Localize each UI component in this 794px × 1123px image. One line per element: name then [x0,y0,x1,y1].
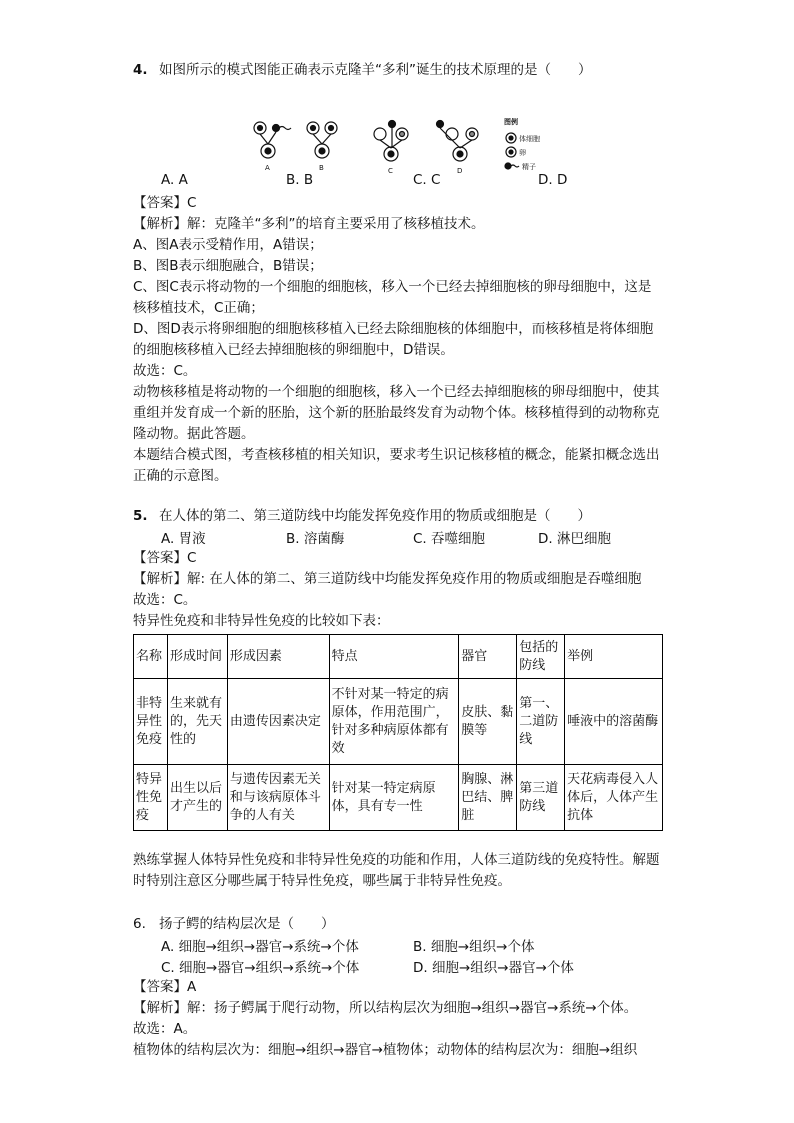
table-cell: 不针对某一特定的病原体，作用范围广，针对多种病原体都有效 [329,679,459,765]
option-b: B. B [286,172,314,188]
table-row [134,765,663,831]
cloning-diagram-figure [240,114,560,178]
question-number: 4. [133,62,148,78]
option-list [133,527,663,548]
question-number: 5. [133,508,148,524]
figure-label-a: A [265,164,270,172]
analysis-line: 故选：C。 [133,363,197,379]
table-cell: 第三道防线 [517,765,565,831]
legend-item-somatic: 体细胞 [519,135,540,143]
analysis-line: 动物核移植是将动物的一个细胞的细胞核，移入一个已经去掉细胞核的卵母细胞中，使其重组并发育成一个新的胚胎，这个新的胚胎最终发育为动物个体。核移植得到的动物称克隆动物。据此答题。 [133,384,660,442]
figure-label-c: C [388,167,393,175]
option-list [133,172,663,193]
table-cell: 胸腺、淋巴结、脾脏 [459,765,517,831]
table-header: 形成因素 [227,635,329,679]
question-stem: 在人体的第二、第三道防线中均能发挥免疫作用的物质或细胞是（ ） [159,508,591,524]
question-number: 6. [133,916,146,932]
option-a: A. 细胞→组织→器官→系统→个体 [161,939,359,955]
analysis-line: 植物体的结构层次为：细胞→组织→器官→植物体；动物体的结构层次为：细胞→组织 [133,1042,638,1058]
analysis-line: 本题结合模式图，考查核移植的相关知识，要求考生识记核移植的概念，能紧扣概念选出正确的示意图。 [133,447,660,484]
table-cell: 出生以后才产生的 [167,765,227,831]
option-c: C. 吞噬细胞 [413,531,486,547]
question-4 [133,60,663,81]
answer-value: C [187,550,197,566]
figure-label-d: D [457,167,463,175]
summary-text: 熟练掌握人体特异性免疫和非特异性免疫的功能和作用，人体三道防线的免疫特性。解题时特别注意区分哪些属于特异性免疫，哪些属于非特异性免疫。 [133,852,660,889]
analysis-block: 【解析】解: 在人体的第二、第三道防线中均能发挥免疫作用的物质或细胞是吞噬细胞 [133,571,642,587]
table-header: 器官 [459,635,517,679]
option-a: A. A [161,172,188,188]
table-header: 举例 [565,635,663,679]
option-list [133,935,663,956]
analysis-block: 【解析】解：扬子鳄属于爬行动物，所以结构层次为细胞→组织→器官→系统→个体。 [133,1000,638,1016]
table-cell: 特异性免疫 [134,765,168,831]
option-b: B. 溶菌酶 [286,531,345,547]
option-d: D. D [538,172,568,188]
option-d: D. 细胞→组织→器官→个体 [413,960,574,976]
option-d: D. 淋巴细胞 [538,531,611,547]
table-cell: 与遗传因素无关和与该病原体斗争的人有关 [227,765,329,831]
question-5-summary [133,850,663,892]
table-cell: 由遗传因素决定 [227,679,329,765]
analysis-line: B、图B表示细胞融合，B错误； [133,258,323,274]
table-cell: 生来就有的，先天性的 [167,679,227,765]
figure-label-b: B [319,164,324,172]
answer-line: 【答案】C [133,550,197,566]
question-4-body [133,172,663,487]
legend-title: 图例 [504,118,518,126]
table-header-row [134,635,663,679]
analysis-line: 故选：A。 [133,1021,197,1037]
option-c: C. 细胞→器官→组织→系统→个体 [161,960,360,976]
answer-value: C [187,195,197,211]
table-header: 名称 [134,635,168,679]
analysis-line: 故选：C。 [133,592,197,608]
table-header: 包括的防线 [517,635,565,679]
analysis-line: D、图D表示将卵细胞的细胞核移植入已经去除细胞核的体细胞中，而核移植是将体细胞的细胞核移植入已经去掉细胞核的卵细胞中，D错误。 [133,321,654,358]
table-row [134,679,663,765]
option-b: B. 细胞→组织→个体 [413,939,535,955]
option-c: C. C [413,172,441,188]
table-cell: 唾液中的溶菌酶 [565,679,663,765]
answer-line: 【答案】A [133,979,197,995]
legend-item-sperm: 精子 [522,163,536,171]
legend-item-egg: 卵 [519,149,526,157]
table-header: 特点 [329,635,459,679]
table-cell: 非特异性免疫 [134,679,168,765]
analysis-line: C、图C表示将动物的一个细胞的细胞核，移入一个已经去掉细胞核的卵母细胞中，这是核移植技术，C正确； [133,279,652,316]
analysis-line: A、图A表示受精作用，A错误； [133,237,323,253]
analysis-block: 【解析】解：克隆羊“多利”的培育主要采用了核移植技术。 [133,216,485,232]
table-cell: 天花病毒侵入人体后，人体产生抗体 [565,765,663,831]
table-cell: 针对某一特定病原体，具有专一性 [329,765,459,831]
answer-line: 【答案】C [133,195,197,211]
question-6 [133,914,663,1061]
option-a: A. 胃液 [161,531,206,547]
question-5 [133,506,663,831]
immunity-comparison-table [133,634,663,831]
table-intro: 特异性免疫和非特异性免疫的比较如下表： [133,613,390,629]
answer-value: A [187,979,197,995]
table-cell: 皮肤、黏膜等 [459,679,517,765]
table-header: 形成时间 [167,635,227,679]
table-cell: 第一、二道防线 [517,679,565,765]
question-stem: 如图所示的模式图能正确表示克隆羊“多利”诞生的技术原理的是（ ） [159,62,592,78]
option-list [133,956,663,977]
question-stem: 扬子鳄的结构层次是（ ） [159,916,335,932]
